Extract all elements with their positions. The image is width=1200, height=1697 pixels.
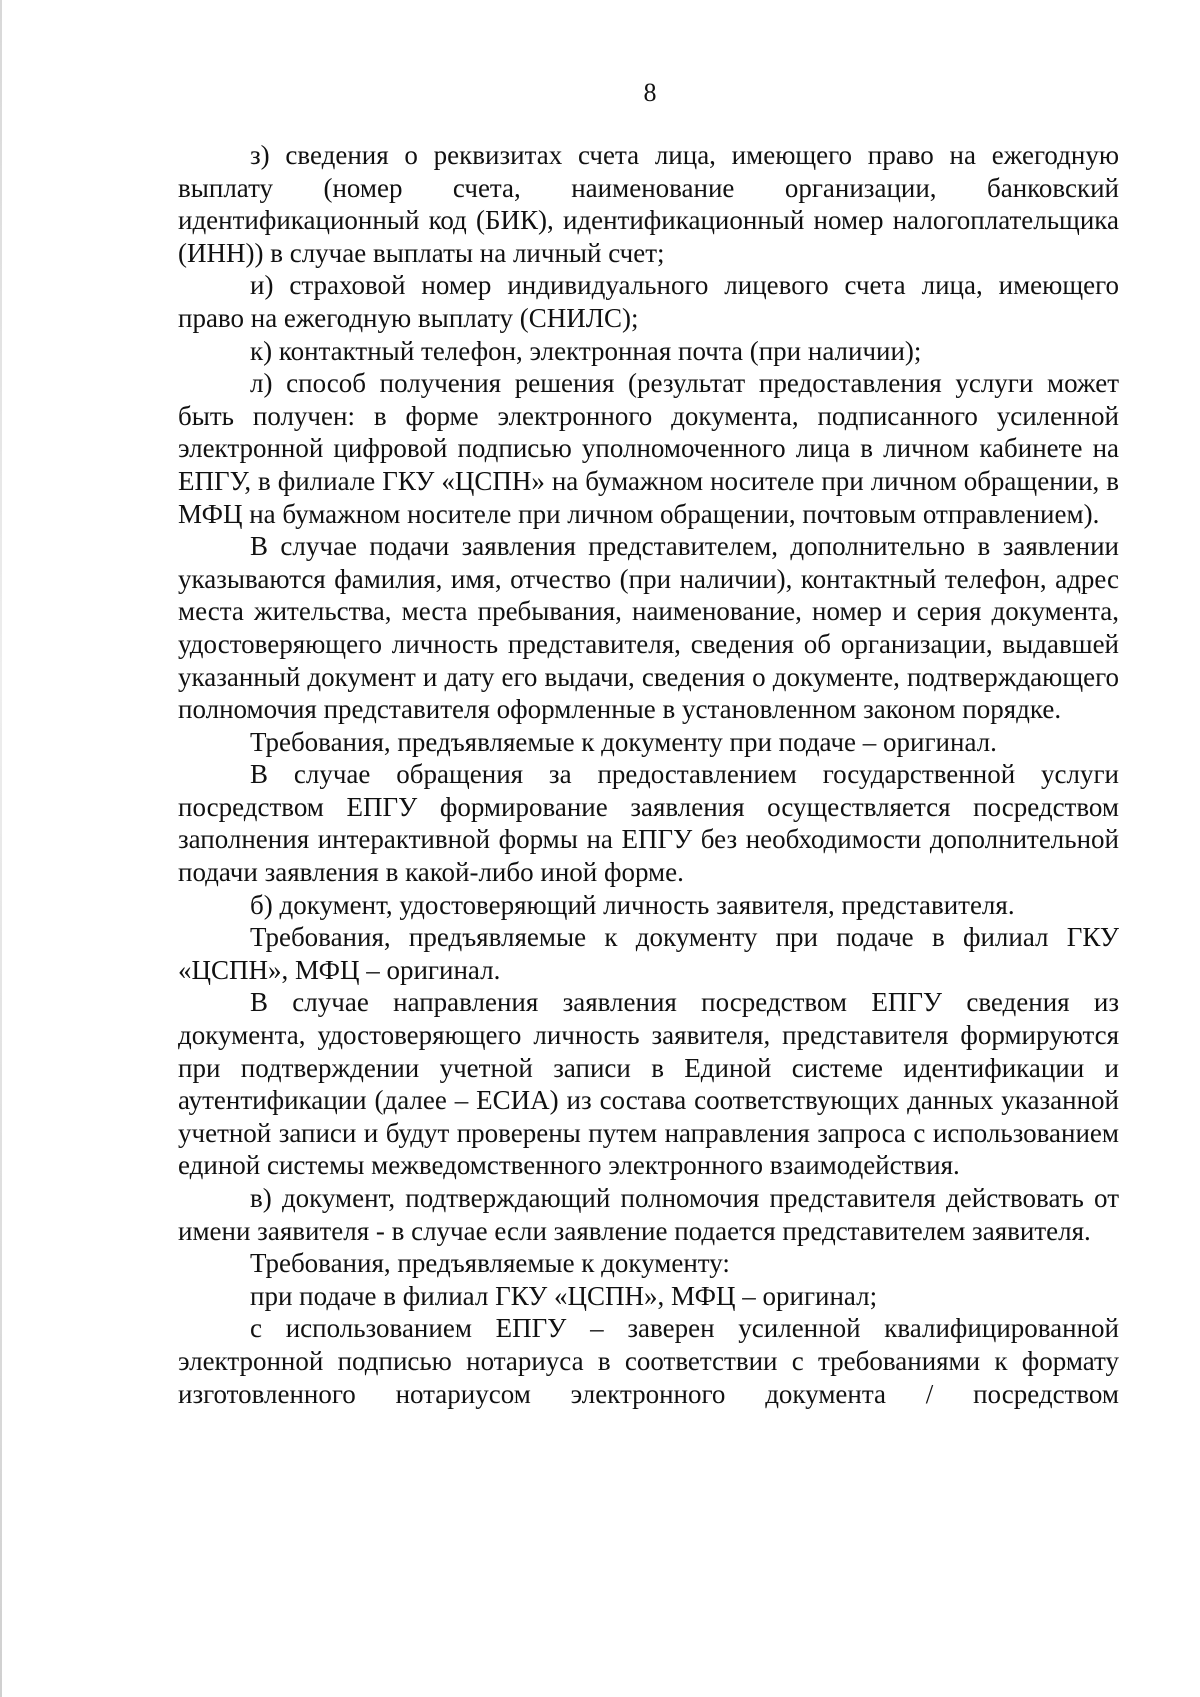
paragraph-epgu-form: В случае обращения за предоставлением государственной услуги посредством ЕПГУ формирование заявления осуществляется посредством заполнения интерактивной формы на ЕПГУ без необходимости дополнительной подачи заявления в какой-либо иной форме. (178, 759, 1119, 888)
page-number: 8 (643, 78, 657, 107)
paragraph-requirement-original: Требования, предъявляемые к документу при подаче – оригинал. (250, 726, 997, 757)
paragraph-requirements-heading: Требования, предъявляемые к документу: (250, 1248, 730, 1279)
paragraph-requirement-cspn: Требования, предъявляемые к документу при подаче в филиал ГКУ «ЦСПН», МФЦ – оригинал. (178, 922, 1119, 985)
paragraph-i-snils: и) страховой номер индивидуального лицевого счета лица, имеющего право на ежегодную выплату (СНИЛС); (178, 270, 1119, 333)
paragraph-representative-info: В случае подачи заявления представителем, дополнительно в заявлении указываются фамилия, имя, отчество (при наличии), контактный телефон, адрес места жительства, места пребывания, наименование, номер и серия документа, удостоверяющего личность представителя, сведения об организации, выдавшей указанный документ и дату его выдачи, сведения о документе, подтверждающего полномочия представителя оформленные в установленном законом порядке. (178, 531, 1119, 725)
paragraph-b-identity-document: б) документ, удостоверяющий личность заявителя, представителя. (250, 889, 1015, 920)
paragraph-esia: В случае направления заявления посредством ЕПГУ сведения из документа, удостоверяющего личность заявителя, представителя формируются при подтверждении учетной записи в Единой системе идентификации и аутентификации (далее – ЕСИА) из состава соответствующих данных указанной учетной записи и будут проверены путем направления запроса с использованием единой системы межведомственного электронного взаимодействия. (178, 987, 1119, 1181)
paragraph-requirement-epgu: с использованием ЕПГУ – заверен усиленной квалифицированной электронной подписью нотариуса в соответствии с требованиями к формату изготовленного нотариусом электронного документа / посредством (178, 1313, 1119, 1409)
paragraph-l-decision-method: л) способ получения решения (результат предоставления услуги может быть получен: в форме электронного документа, подписанного усиленной электронной цифровой подписью уполномоченного лица в личном кабинете на ЕПГУ, в филиале ГКУ «ЦСПН» на бумажном носителе при личном обращении, в МФЦ на бумажном носителе при личном обращении, почтовым отправлением). (178, 368, 1119, 529)
paragraph-requirement-in-person: при подаче в филиал ГКУ «ЦСПН», МФЦ – оригинал; (250, 1280, 878, 1311)
paragraph-v-authority-document: в) документ, подтверждающий полномочия представителя действовать от имени заявителя - в случае если заявление подается представителем заявителя. (178, 1183, 1119, 1246)
paragraph-k-contacts: к) контактный телефон, электронная почта (при наличии); (250, 335, 922, 366)
paragraph-z-bank-details: з) сведения о реквизитах счета лица, имеющего право на ежегодную выплату (номер счета, наименование организации, банковский идентификационный код (БИК), идентификационный номер налогоплательщика (ИНН)) в случае выплаты на личный счет; (178, 140, 1119, 268)
document-body (178, 139, 1119, 1410)
scan-edge (0, 0, 2, 1697)
